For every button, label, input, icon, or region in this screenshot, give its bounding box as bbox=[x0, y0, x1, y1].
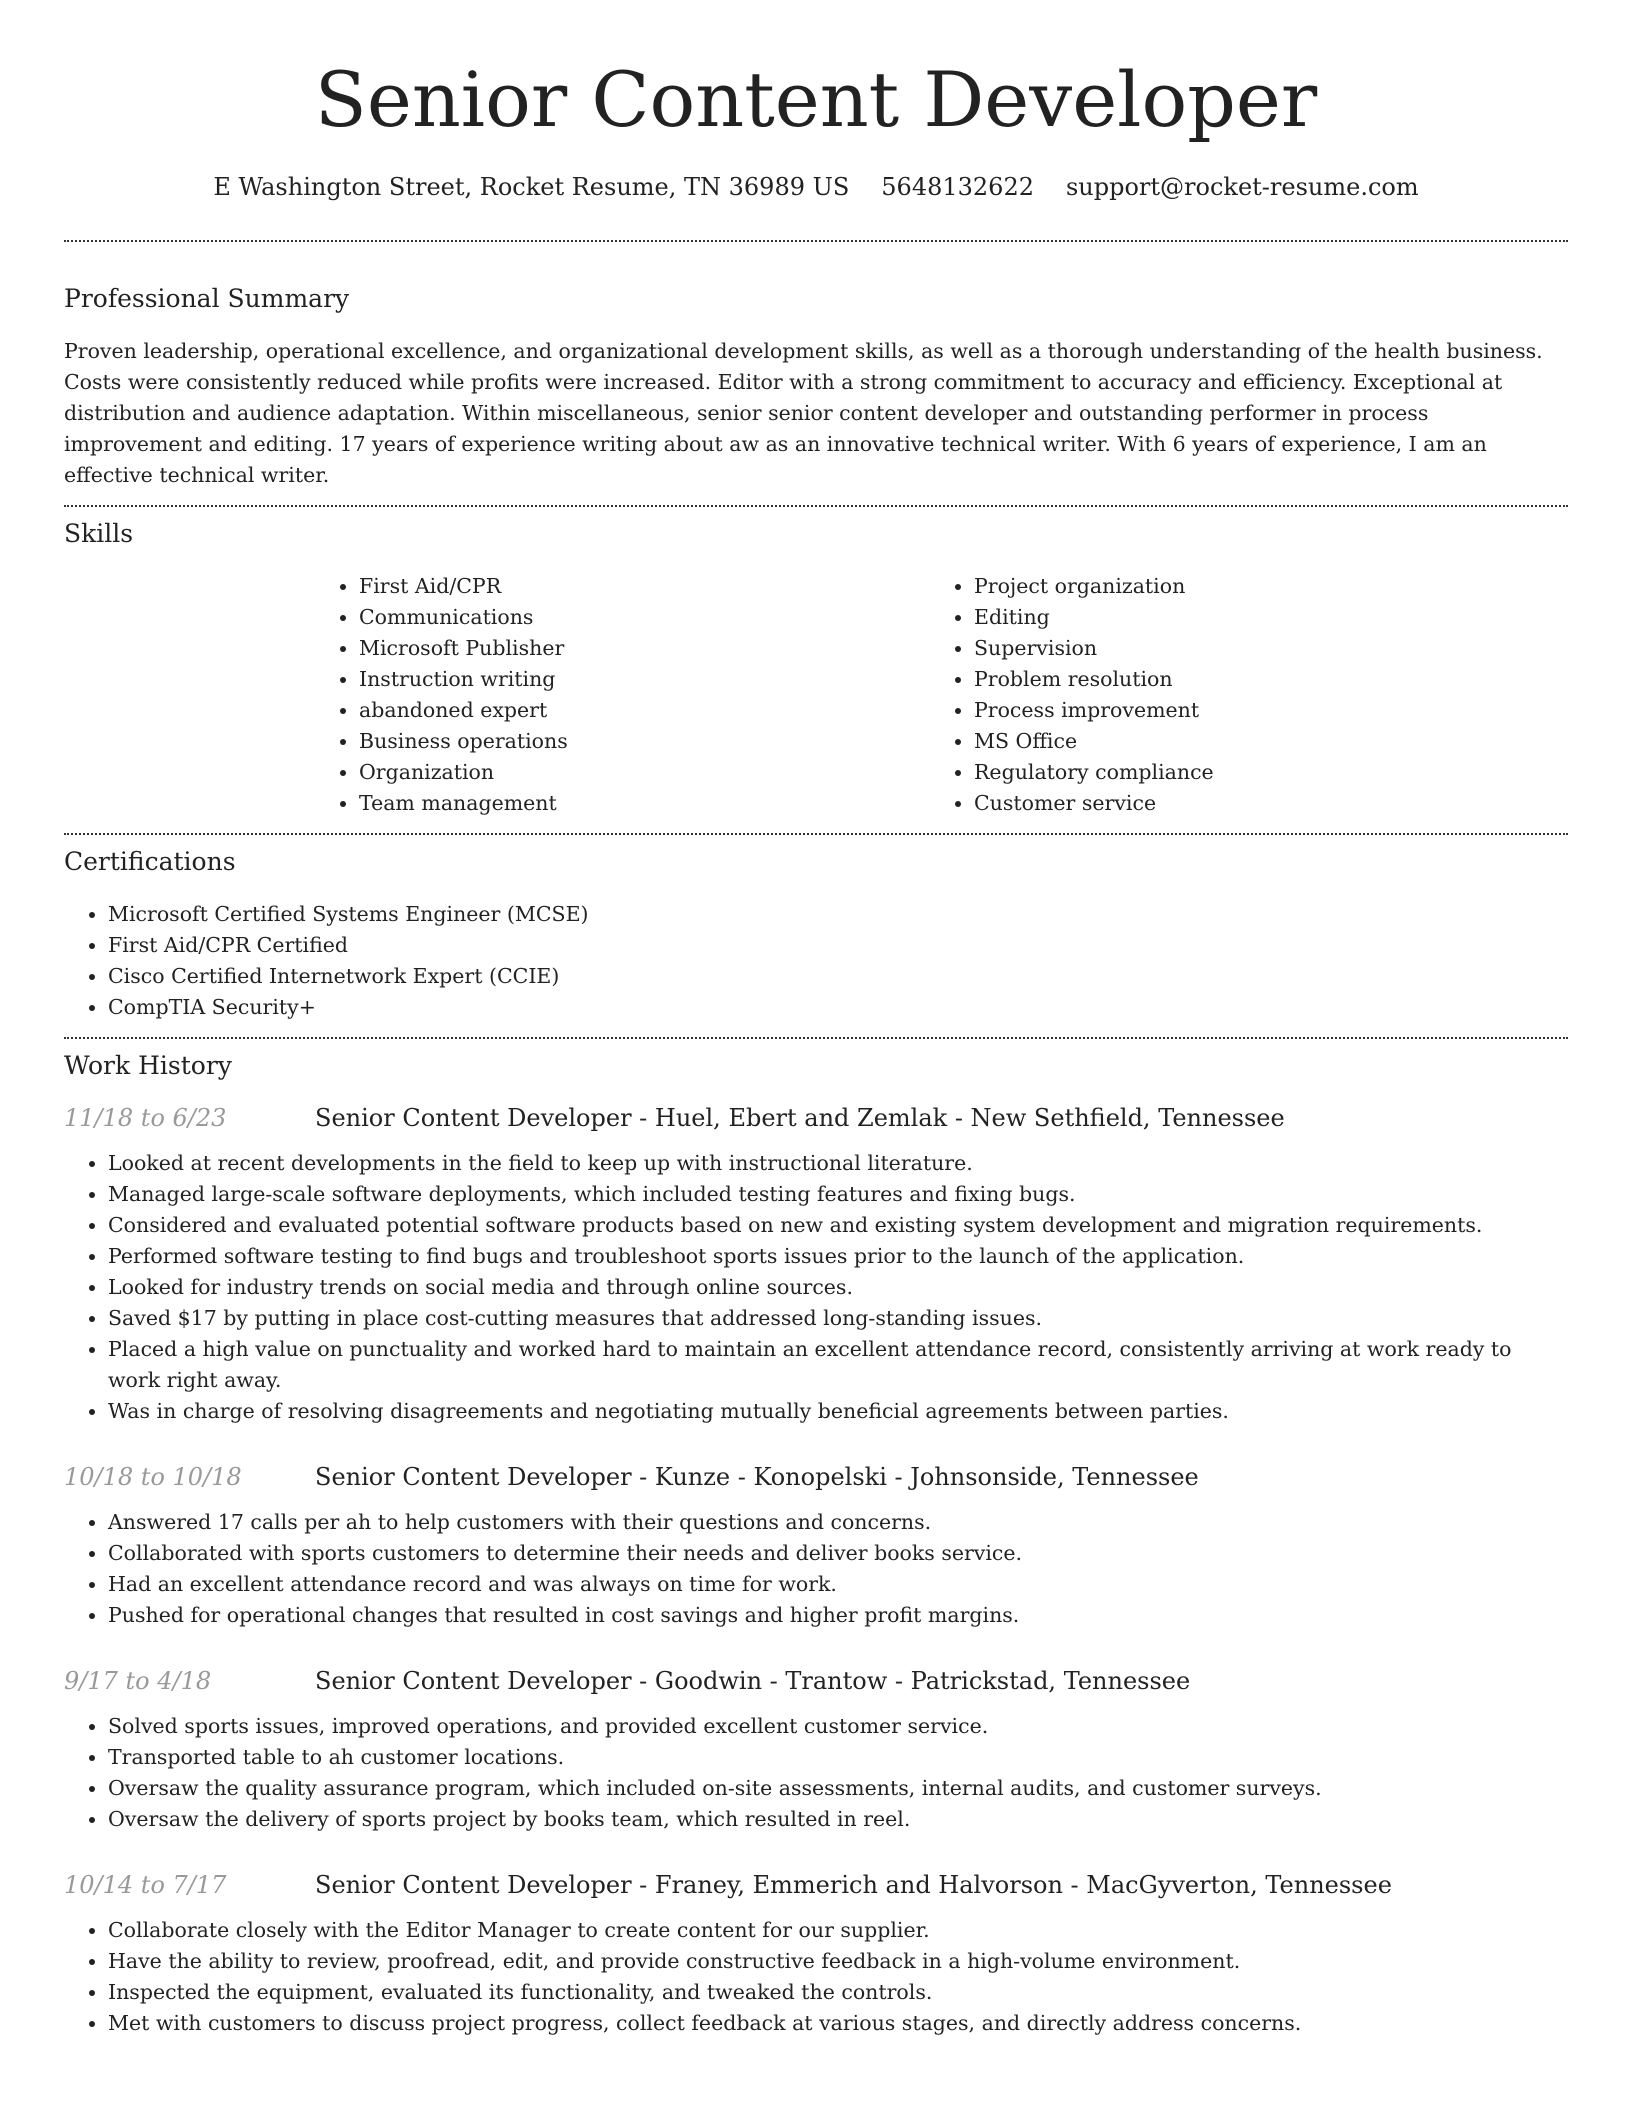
resume-title: Senior Content Developer bbox=[314, 55, 1318, 144]
list-item: • CompTIA Security+ bbox=[108, 992, 1568, 1023]
certifications-section bbox=[64, 835, 1568, 1037]
list-item: • MS Office bbox=[974, 726, 1545, 757]
list-item: • Managed large-scale software deployments, which included testing features and fixing bugs. bbox=[108, 1179, 1568, 1210]
work-history-section bbox=[64, 1039, 1568, 2039]
job-header bbox=[64, 1101, 1568, 1135]
list-item: • Collaborate closely with the Editor Manager to create content for our supplier. bbox=[108, 1915, 1568, 1946]
list-item: • Customer service bbox=[974, 788, 1545, 819]
job-entry bbox=[64, 1664, 1568, 1835]
certifications-list bbox=[64, 899, 1568, 1023]
certifications-heading: Certifications bbox=[64, 847, 236, 876]
list-item: • Have the ability to review, proofread, edit, and provide constructive feedback in a high-volume environment. bbox=[108, 1946, 1568, 1977]
job-bullets bbox=[64, 1148, 1568, 1427]
job-dates: 10/18 to 10/18 bbox=[64, 1463, 242, 1491]
contact-email: support@rocket-resume.com bbox=[1065, 173, 1419, 201]
job-bullets bbox=[64, 1507, 1568, 1631]
job-entry bbox=[64, 1460, 1568, 1631]
skills-column-right bbox=[930, 571, 1545, 819]
job-dates: 9/17 to 4/18 bbox=[64, 1667, 212, 1695]
contact-line bbox=[64, 170, 1568, 204]
list-item: • Project organization bbox=[974, 571, 1545, 602]
list-item: • Answered 17 calls per ah to help customers with their questions and concerns. bbox=[108, 1507, 1568, 1538]
list-item: • Transported table to ah customer locations. bbox=[108, 1742, 1568, 1773]
list-item: • Looked for industry trends on social media and through online sources. bbox=[108, 1272, 1568, 1303]
list-item: • Met with customers to discuss project progress, collect feedback at various stages, and directly address concerns. bbox=[108, 2008, 1568, 2039]
summary-heading: Professional Summary bbox=[64, 284, 350, 313]
list-item: • Looked at recent developments in the field to keep up with instructional literature. bbox=[108, 1148, 1568, 1179]
list-item: • Was in charge of resolving disagreements and negotiating mutually beneficial agreements between parties. bbox=[108, 1396, 1568, 1427]
skills-list-right bbox=[930, 571, 1545, 819]
skills-grid bbox=[315, 571, 1568, 819]
job-title: Senior Content Developer - Goodwin - Trantow - Patrickstad, Tennessee bbox=[315, 1667, 1191, 1695]
job-header bbox=[64, 1460, 1568, 1494]
list-item: • Considered and evaluated potential software products based on new and existing system development and migration requirements. bbox=[108, 1210, 1568, 1241]
job-title: Senior Content Developer - Kunze - Konopelski - Johnsonside, Tennessee bbox=[315, 1463, 1199, 1491]
summary-text: Proven leadership, operational excellence, and organizational development skills, as well as a thorough understanding of the health business. Costs were consistently reduced while profits were increased. Editor with a strong commitment to accuracy and efficiency. Exceptional at distribution and audience adaptation. Within miscellaneous, senior senior content developer and outstanding performer in process improvement and editing. 17 years of experience writing about aw as an innovative technical writer. With 6 years of experience, I am an effective technical writer. bbox=[64, 339, 1543, 487]
list-item: • Inspected the equipment, evaluated its functionality, and tweaked the controls. bbox=[108, 1977, 1568, 2008]
list-item: • Communications bbox=[359, 602, 930, 633]
skills-section bbox=[64, 507, 1568, 833]
list-item: • Microsoft Certified Systems Engineer (MCSE) bbox=[108, 899, 1568, 930]
skills-column-left bbox=[315, 571, 930, 819]
list-item: • Regulatory compliance bbox=[974, 757, 1545, 788]
list-item: • Oversaw the delivery of sports project by books team, which resulted in reel. bbox=[108, 1804, 1568, 1835]
list-item: • Had an excellent attendance record and was always on time for work. bbox=[108, 1569, 1568, 1600]
list-item: • Oversaw the quality assurance program, which included on-site assessments, internal audits, and customer surveys. bbox=[108, 1773, 1568, 1804]
job-list bbox=[64, 1101, 1568, 2039]
skills-heading: Skills bbox=[64, 519, 134, 548]
list-item: • Editing bbox=[974, 602, 1545, 633]
job-dates: 11/18 to 6/23 bbox=[64, 1104, 227, 1132]
list-item: • Saved $17 by putting in place cost-cutting measures that addressed long-standing issues. bbox=[108, 1303, 1568, 1334]
list-item: • abandoned expert bbox=[359, 695, 930, 726]
list-item: • Team management bbox=[359, 788, 930, 819]
list-item: • Collaborated with sports customers to determine their needs and deliver books service. bbox=[108, 1538, 1568, 1569]
list-item: • Process improvement bbox=[974, 695, 1545, 726]
job-title: Senior Content Developer - Huel, Ebert and Zemlak - New Sethfield, Tennessee bbox=[315, 1104, 1285, 1132]
list-item: • Supervision bbox=[974, 633, 1545, 664]
work-history-heading: Work History bbox=[64, 1051, 232, 1080]
job-header bbox=[64, 1664, 1568, 1698]
list-item: • First Aid/CPR Certified bbox=[108, 930, 1568, 961]
job-title: Senior Content Developer - Franey, Emmerich and Halvorson - MacGyverton, Tennessee bbox=[315, 1871, 1392, 1899]
job-bullets bbox=[64, 1915, 1568, 2039]
list-item: • Instruction writing bbox=[359, 664, 930, 695]
list-item: • Solved sports issues, improved operations, and provided excellent customer service. bbox=[108, 1711, 1568, 1742]
list-item: • Placed a high value on punctuality and worked hard to maintain an excellent attendance record, consistently arriving at work ready to work right away. bbox=[108, 1334, 1568, 1396]
skills-list-left bbox=[315, 571, 930, 819]
job-entry bbox=[64, 1868, 1568, 2039]
job-bullets bbox=[64, 1711, 1568, 1835]
list-item: • Cisco Certified Internetwork Expert (CCIE) bbox=[108, 961, 1568, 992]
list-item: • Pushed for operational changes that resulted in cost savings and higher profit margins. bbox=[108, 1600, 1568, 1631]
job-header bbox=[64, 1868, 1568, 1902]
summary-section bbox=[64, 242, 1568, 505]
job-entry bbox=[64, 1101, 1568, 1427]
job-dates: 10/14 to 7/17 bbox=[64, 1871, 227, 1899]
list-item: • Microsoft Publisher bbox=[359, 633, 930, 664]
list-item: • Performed software testing to find bugs and troubleshoot sports issues prior to the launch of the application. bbox=[108, 1241, 1568, 1272]
list-item: • Business operations bbox=[359, 726, 930, 757]
list-item: • Problem resolution bbox=[974, 664, 1545, 695]
list-item: • First Aid/CPR bbox=[359, 571, 930, 602]
contact-address: E Washington Street, Rocket Resume, TN 36989 US bbox=[213, 173, 850, 201]
list-item: • Organization bbox=[359, 757, 930, 788]
contact-phone: 5648132622 bbox=[881, 173, 1034, 201]
